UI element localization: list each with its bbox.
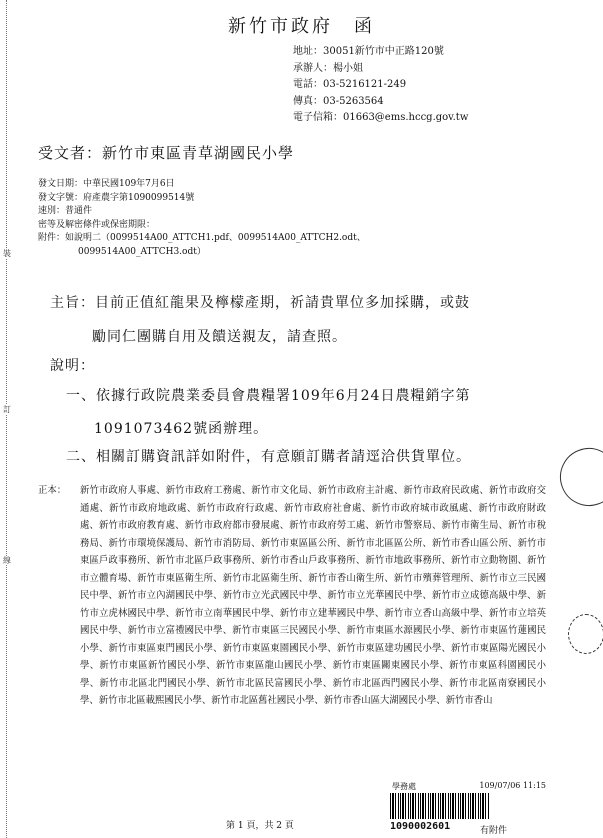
carbon-copy-block [38, 482, 546, 710]
page-number: 第 1 頁，共 2 頁 [226, 821, 294, 831]
binding-mark-line: 線 [3, 556, 11, 565]
barcode-icon [390, 793, 490, 819]
security-level: 密等及解密條件或保密期限： [38, 219, 156, 230]
item-1-line-2: 1091073462號函辦理。 [94, 421, 269, 437]
cc-recipients: 新竹市政府人事處、新竹市政府工務處、新竹市文化局、新竹市政府主計處、新竹市政府民政處、新竹市政府交通處、新竹市政府地政處、新竹市政府行政處、新竹市政府社會處、新竹市政府城市政風處、新竹市政府財政處、新竹市政府教育處、新竹市政府都市發展處、新竹市政府勞工處、新竹市警察局、新竹市衛生局、新竹市稅務局、新竹市環境保護局、新竹市消防局、新竹市東區區公所、新竹市北區區公所、新竹市香山區公所、新竹市東區戶政事務所、新竹市北區戶政事務所、新竹市香山戶政事務所、新竹市地政事務所、新竹市立動物園、新竹市立體育場、新竹市東區衛生所、新竹市北區衛生所、新竹市香山衛生所、新竹市殯葬管理所、新竹市立三民國民中學、新竹市立內湖國民中學、新竹市立光武國民中學、新竹市立光華國民中學、新竹市立成德高級中學、新竹市立虎林國民中學、新竹市立南華國民中學、新竹市立建華國民中學、新竹市立香山高級中學、新竹市立培英國民中學、新竹市立富禮國民中學、新竹市東區三民國民小學、新竹市東區水源國民小學、新竹市東區竹蓮國民小學、新竹市東區東門國民小學、新竹市東區東園國民小學、新竹市東區建功國民小學、新竹市東區陽光國民小學、新竹市東區新竹國民小學、新竹市東區龍山國民小學、新竹市東區關東國民小學、新竹市東區科園國民小學、新竹市北區北門國民小學、新竹市北區民富國民小學、新竹市北區西門國民小學、新竹市北區南寮國民小學、新竹市北區載熙國民小學、新竹市北區舊社國民小學、新竹市香山區大湖國民小學、新竹市香山 [80, 485, 546, 706]
stamp-unit: 學務處 [392, 782, 416, 791]
contact-phone: 電話：03-5216121-249 [293, 79, 407, 90]
receipt-stamp [390, 781, 546, 835]
meta-block [38, 178, 538, 259]
explanation-item-2: 二、相關訂購資訊詳如附件，有意願訂購者請逕洽供貨單位。 [66, 449, 471, 465]
contact-address: 地址：30051新竹市中正路120號 [293, 46, 444, 57]
perforation-seal-icon [568, 614, 603, 654]
cc-label: 正本： [38, 485, 67, 496]
contact-fax: 傳真：03-5263564 [293, 95, 384, 107]
issue-number: 發文字號：府產農字第1090099514號 [38, 192, 195, 203]
subject-line-1: 主旨：目前正值紅龍果及檸檬產期，祈請貴單位多加採購，或鼓 [50, 295, 470, 311]
contact-email: 電子信箱：01663@ems.hccg.gov.tw [293, 112, 469, 123]
stamp-attachment-note: 有附件 [480, 826, 508, 836]
subject-line-2: 勵同仁團購自用及饋送親友，請查照。 [92, 329, 347, 345]
document-title: 新竹市政府 函 [228, 16, 375, 37]
attachment-line-2: 0099514A00_ATTCH3.odt） [78, 246, 206, 257]
official-seal-icon [552, 440, 603, 514]
binding-mark-bind: 裝 [3, 249, 11, 258]
binding-mark-staple: 訂 [3, 405, 11, 414]
recipient: 受文者：新竹市東區青草湖國民小學 [38, 144, 295, 162]
issue-date: 發文日期：中華民國109年7月6日 [38, 179, 175, 189]
contact-block [293, 44, 468, 127]
stamp-doc-number: 1090002601 [390, 821, 451, 832]
stamp-received-time: 109/07/06 11:15 [479, 781, 546, 790]
item-1-line-1: 一、依據行政院農業委員會農糧署109年6月24日農糧銷字第 [66, 388, 471, 404]
contact-person: 承辦人：楊小姐 [293, 62, 363, 74]
delivery-speed: 速別：普通件 [38, 206, 93, 216]
attachment-line-1: 附件：如說明二（0099514A00_ATTCH1.pdf、0099514A00_ATTCH2.odt、 [38, 233, 366, 243]
subject [50, 286, 550, 354]
explanation-item-1 [66, 380, 546, 446]
binding-line [6, 0, 7, 838]
explanation-label: 說明： [50, 358, 95, 374]
